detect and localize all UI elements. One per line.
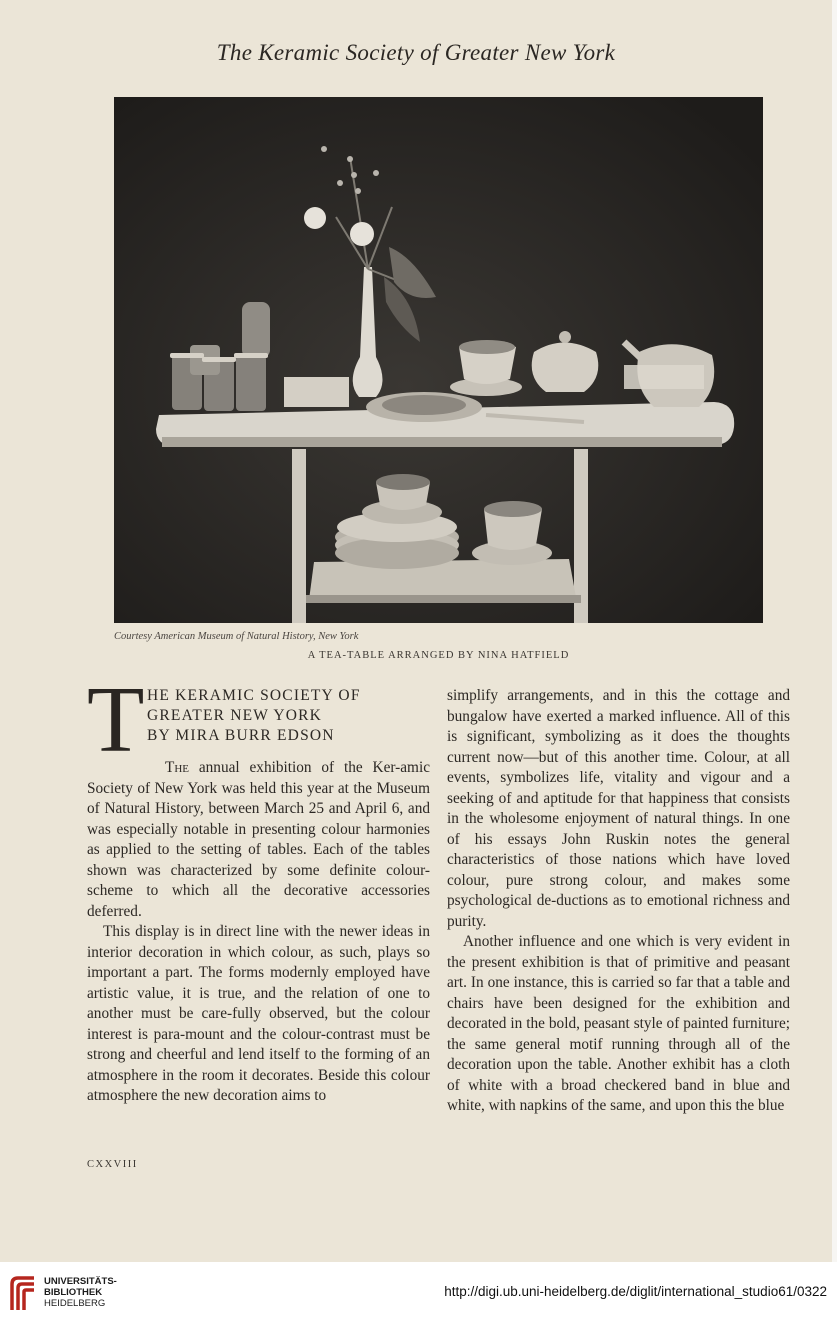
tea-table-photograph	[114, 97, 763, 623]
library-name-line: HEIDELBERG	[44, 1298, 106, 1309]
library-name-line: BIBLIOTHEK	[44, 1287, 103, 1298]
figure-caption: A TEA-TABLE ARRANGED BY NINA HATFIELD	[307, 650, 570, 661]
paragraph-3: simplify arrangements, and in this the cottage and bungalow have exerted a marked influence. All of this is significant, symbolizing as it does the thoughts current now—but of this another time. Colour, at all events, symbolizes life, vitality and vigour and a seeking of and aptitude for that happiness that consists in the wholesome enjoyment of natural things. In one of his essays John Ruskin notes the general characteristics of those nations which have loved colour, pure strong colour, and makes some psychological de-ductions as to emotional richness and purity.	[447, 687, 790, 930]
photo-credit: Courtesy American Museum of Natural History, New York	[114, 631, 359, 642]
column-left	[87, 668, 430, 1107]
source-url-link[interactable]: http://digi.ub.uni-heidelberg.de/diglit/international_studio61/0322	[444, 1284, 827, 1299]
column-right	[447, 686, 790, 1117]
lead-word: The	[165, 759, 190, 776]
article-heading	[87, 668, 430, 772]
article-title	[147, 686, 430, 746]
library-footer	[0, 1262, 837, 1325]
title-line: HE KERAMIC SOCIETY OF	[147, 687, 361, 704]
title-line: GREATER NEW YORK	[147, 707, 323, 724]
byline: BY MIRA BURR EDSON	[147, 727, 335, 744]
library-name-line: UNIVERSITÄTS-	[44, 1276, 117, 1287]
running-head: The Keramic Society of Greater New York	[216, 40, 616, 65]
paragraph-1-text: annual exhibition of the Ker-amic Society of New York was held this year at the Museum of Natural History, between March 25 and April 6, and was especially notable in presenting colour harmonies as applied to the setting of tables. Each of the tables shown was characterized by some definite colour-scheme to which all the decorative accessories deferred.	[87, 759, 430, 920]
drop-cap: T	[87, 668, 145, 772]
tea-table-illustration	[114, 97, 763, 623]
page-number: CXXVIII	[87, 1159, 138, 1170]
library-name	[44, 1276, 117, 1309]
scan-edge	[832, 0, 837, 1262]
paragraph-2: This display is in direct line with the newer ideas in interior decoration in which colour, as such, plays so important a part. The forms modernly employed have artistic value, it is true, and the relation of one to another must be care-fully observed, but the colour interest is para-mount and the colour-contrast must be strong and cheerful and lend itself to the forming of an atmosphere in the room it decorates. Beside this colour atmosphere the new decoration aims to	[87, 923, 430, 1104]
library-logo-icon	[8, 1274, 38, 1314]
paragraph-1	[87, 758, 430, 922]
paragraph-4: Another influence and one which is very evident in the present exhibition is that of primitive and peasant art. In one instance, this is carried so far that a table and chairs have been designed for the exhibition and decorated in the bold, peasant style of painted furniture; the same general motif running through all of the decoration upon the table. Another exhibit has a cloth of white with a broad checkered band in blue and white, with napkins of the same, and upon this the blue	[447, 933, 790, 1114]
